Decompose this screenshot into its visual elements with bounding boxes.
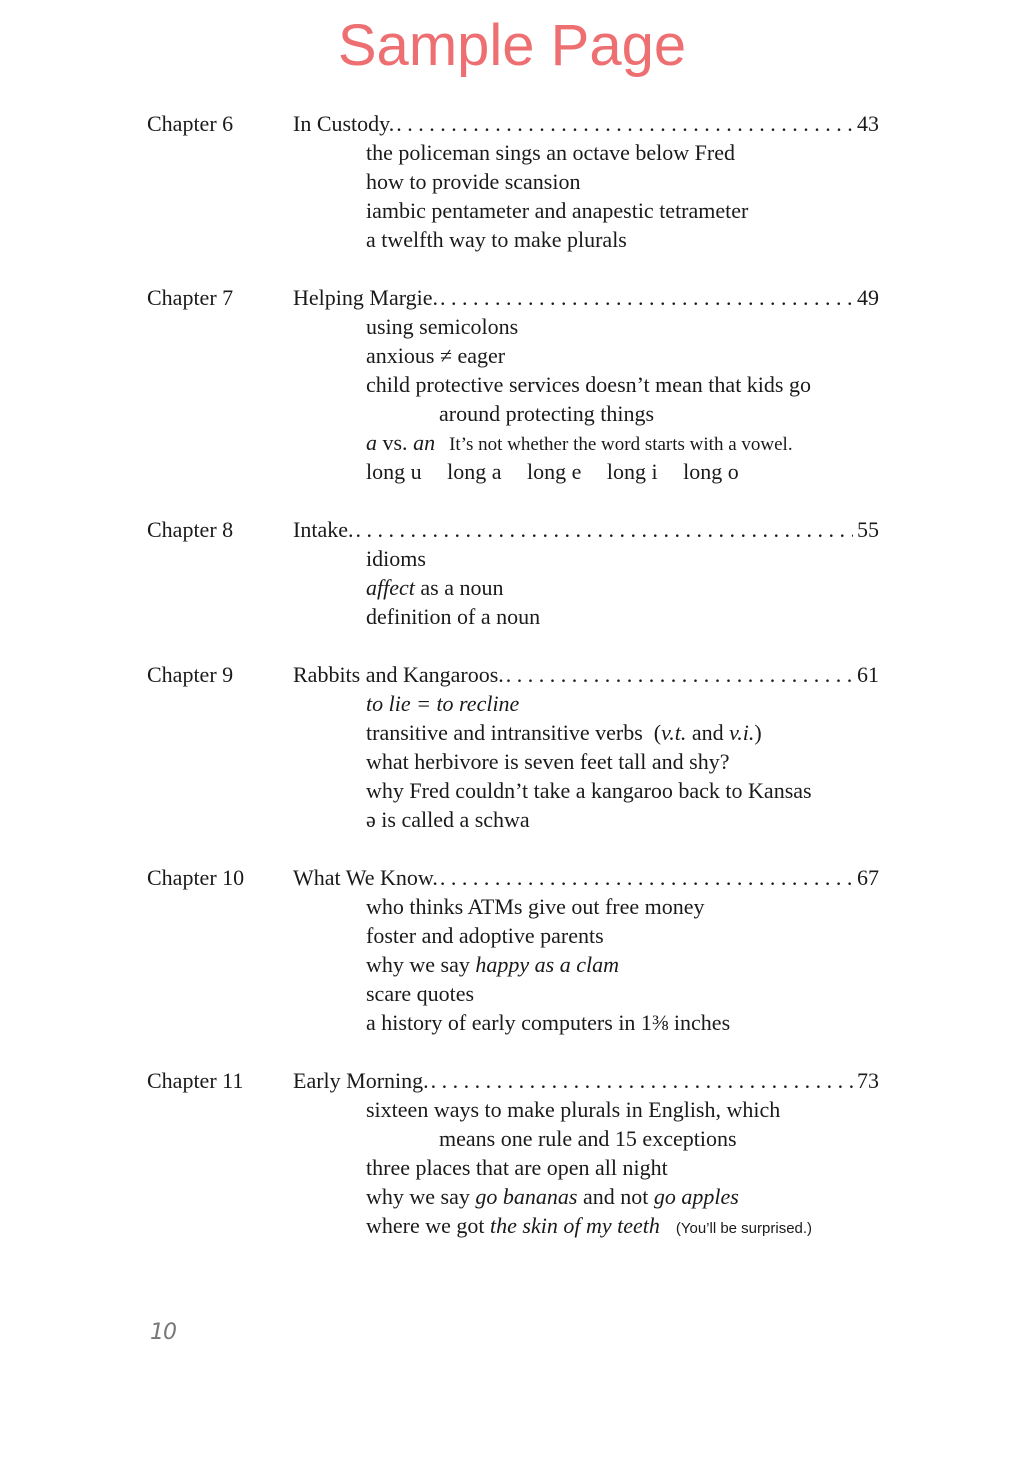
long-vowel-item: long o (683, 459, 739, 484)
topic-item: iambic pentameter and anapestic tetrameter (366, 198, 749, 223)
topic-item (147, 428, 879, 457)
chapter-6-entry (147, 109, 879, 254)
topic-item: a history of early computers in 1⅜ inches (366, 1010, 731, 1035)
topic-text: and (686, 720, 730, 745)
long-vowel-item: long i (606, 459, 658, 484)
chapter-label: Chapter 6 (147, 111, 234, 136)
topic-item: ə is called a schwa (366, 807, 530, 832)
chapter-page-number: 61 (857, 662, 879, 687)
topic-italic: an (413, 430, 436, 455)
topic-item: child protective services doesn’t mean that kids go (366, 372, 811, 397)
dot-leader (353, 515, 853, 544)
page-number: 10 (150, 1320, 176, 1345)
topic-text: as a noun (414, 575, 504, 600)
chapter-label: Chapter 9 (147, 662, 234, 687)
topic-item: how to provide scansion (366, 169, 581, 194)
chapter-label: Chapter 8 (147, 517, 234, 542)
topic-item: foster and adoptive parents (366, 923, 604, 948)
dot-leader (438, 863, 853, 892)
chapter-page-number: 43 (857, 111, 879, 136)
topic-italic: to lie = to recline (366, 691, 520, 716)
chapter-8-entry (147, 515, 879, 631)
dot-leader (394, 109, 853, 138)
topic-italic: happy as a clam (475, 952, 619, 977)
topic-note: It’s not whether the word starts with a vowel. (449, 434, 793, 455)
topic-text: where we got (366, 1213, 491, 1238)
dot-leader (438, 283, 853, 312)
dot-leader (504, 660, 853, 689)
topic-text: and not (577, 1184, 654, 1209)
topic-item: three places that are open all night (366, 1155, 668, 1180)
chapter-page-number: 73 (857, 1068, 879, 1093)
topic-item (147, 573, 879, 602)
chapter-title-row[interactable] (293, 283, 879, 312)
topic-item: a twelfth way to make plurals (366, 227, 627, 252)
topic-item-continuation: means one rule and 15 exceptions (439, 1126, 737, 1151)
chapter-page-number: 49 (857, 285, 879, 310)
chapter-10-entry (147, 863, 879, 1037)
topic-item: using semicolons (366, 314, 519, 339)
dot-leader (429, 1066, 853, 1095)
topic-italic: a (366, 430, 377, 455)
topic-item: anxious ≠ eager (366, 343, 506, 368)
topic-item (147, 1182, 879, 1211)
chapter-title-row[interactable] (293, 863, 879, 892)
chapter-label: Chapter 11 (147, 1068, 244, 1093)
topic-text: transitive and intransitive verbs ( (366, 720, 662, 745)
chapter-label: Chapter 7 (147, 285, 234, 310)
table-of-contents (147, 109, 879, 1269)
chapter-title: Intake. (293, 517, 354, 542)
topic-item: definition of a noun (366, 604, 541, 629)
topic-item: the policeman sings an octave below Fred (366, 140, 736, 165)
topic-item (147, 1211, 879, 1240)
chapter-title-row[interactable] (293, 1066, 879, 1095)
long-vowel-item: long e (527, 459, 582, 484)
chapter-9-entry (147, 660, 879, 834)
topic-text: ) (754, 720, 762, 745)
topic-item: idioms (366, 546, 426, 571)
topic-text: why we say (366, 1184, 476, 1209)
topic-italic: go bananas (475, 1184, 578, 1209)
topic-text: why we say (366, 952, 476, 977)
chapter-title: In Custody. (293, 111, 395, 136)
chapter-11-entry (147, 1066, 879, 1240)
topic-item: sixteen ways to make plurals in English, which (366, 1097, 781, 1122)
chapter-page-number: 55 (857, 517, 879, 542)
long-vowel-item: long a (447, 459, 502, 484)
topic-item: scare quotes (366, 981, 475, 1006)
topic-item (147, 457, 879, 486)
topic-item: what herbivore is seven feet tall and shy? (366, 749, 730, 774)
chapter-7-entry (147, 283, 879, 486)
topic-italic: affect (366, 575, 415, 600)
chapter-page-number: 67 (857, 865, 879, 890)
sample-page-watermark: Sample Page (337, 13, 687, 78)
topic-item (147, 950, 879, 979)
topic-text: vs. (382, 430, 408, 455)
chapter-label: Chapter 10 (147, 865, 245, 890)
long-vowel-item: long u (366, 459, 422, 484)
topic-italic: go apples (653, 1184, 739, 1209)
topic-item (147, 718, 879, 747)
chapter-title: What We Know. (293, 865, 438, 890)
chapter-title-row[interactable] (293, 515, 879, 544)
chapter-title: Early Morning. (293, 1068, 429, 1093)
chapter-title-row[interactable] (293, 660, 879, 689)
chapter-title-row[interactable] (293, 109, 879, 138)
topic-item (147, 689, 879, 718)
topic-item-continuation: around protecting things (439, 401, 655, 426)
topic-item: who thinks ATMs give out free money (366, 894, 705, 919)
chapter-title: Rabbits and Kangaroos. (293, 662, 504, 687)
chapter-title: Helping Margie. (293, 285, 439, 310)
topic-italic: v.t. (661, 720, 687, 745)
topic-item: why Fred couldn’t take a kangaroo back to Kansas (366, 778, 812, 803)
topic-italic: v.i. (729, 720, 755, 745)
topic-note: (You’ll be surprised.) (675, 1220, 813, 1237)
topic-italic: the skin of my teeth (490, 1213, 660, 1238)
